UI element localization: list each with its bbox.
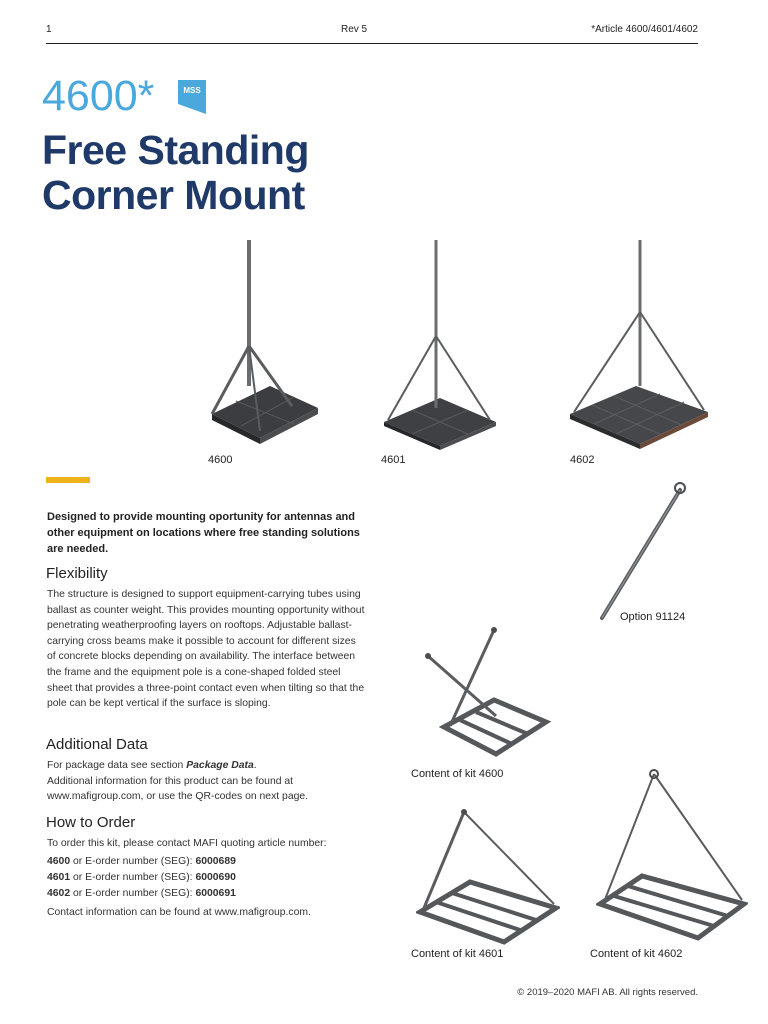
page-number: 1 bbox=[46, 24, 52, 35]
order-intro: To order this kit, please contact MAFI quoting article number: bbox=[47, 838, 327, 849]
kit-4601-image bbox=[416, 804, 560, 948]
kit-4602-image bbox=[596, 766, 748, 944]
order-row: 4600 or E-order number (SEG): 6000689 bbox=[47, 856, 236, 867]
caption-4600: 4600 bbox=[208, 454, 233, 466]
copyright: © 2019–2020 MAFI AB. All rights reserved. bbox=[517, 987, 698, 998]
caption-kit-4602: Content of kit 4602 bbox=[590, 948, 683, 960]
intro-text: Designed to provide mounting oportunity for antennas and other equipment on locations where free standing solutions are needed. bbox=[47, 511, 360, 555]
additional-text: For package data see section Package Data. Additional information for this product can be found at www.mafigroup.com, or use the QR-codes on next page. bbox=[47, 760, 309, 803]
caption-4601: 4601 bbox=[381, 454, 406, 466]
product-title bbox=[42, 128, 309, 218]
option-91124-image bbox=[596, 480, 688, 624]
caption-kit-4601: Content of kit 4601 bbox=[411, 948, 504, 960]
accent-bar bbox=[46, 477, 90, 483]
kit-4600-image bbox=[424, 622, 554, 762]
mss-badge-text: MSS bbox=[183, 86, 201, 95]
product-image-4602 bbox=[566, 236, 712, 450]
article-list: *Article 4600/4601/4602 bbox=[591, 24, 698, 35]
caption-kit-4600: Content of kit 4600 bbox=[411, 768, 504, 780]
order-row: 4601 or E-order number (SEG): 6000690 bbox=[47, 872, 236, 883]
flexibility-heading: Flexibility bbox=[46, 565, 108, 582]
product-image-4600 bbox=[200, 236, 320, 448]
order-heading: How to Order bbox=[46, 814, 136, 831]
flexibility-text: The structure is designed to support equipment-carrying tubes using ballast as counter weight. This provides mounting opportunity without penetrating weatherproofing layers on rooftops. Adjustable ballast-carrying cross beams make it possible to account for different sizes of concrete blocks depending on availability. The interface between the frame and the equipment pole is a cone-shaped folded steel sheet that provides a three-point contact even when tilting so that the pole can be kept vertical if the surface is sloping. bbox=[47, 589, 365, 710]
revision: Rev 5 bbox=[341, 24, 368, 35]
caption-4602: 4602 bbox=[570, 454, 595, 466]
additional-heading: Additional Data bbox=[46, 736, 148, 753]
header-rule bbox=[46, 43, 698, 44]
package-data-ref: Package Data bbox=[186, 760, 254, 771]
title-line-2: Corner Mount bbox=[42, 172, 305, 218]
mss-badge bbox=[178, 80, 206, 114]
product-image-4601 bbox=[380, 236, 498, 450]
caption-option: Option 91124 bbox=[620, 611, 686, 623]
title-line-1: Free Standing bbox=[42, 127, 309, 173]
contact-text: Contact information can be found at www.mafigroup.com. bbox=[47, 907, 311, 918]
order-row: 4602 or E-order number (SEG): 6000691 bbox=[47, 888, 236, 899]
product-code: 4600* bbox=[42, 72, 155, 120]
